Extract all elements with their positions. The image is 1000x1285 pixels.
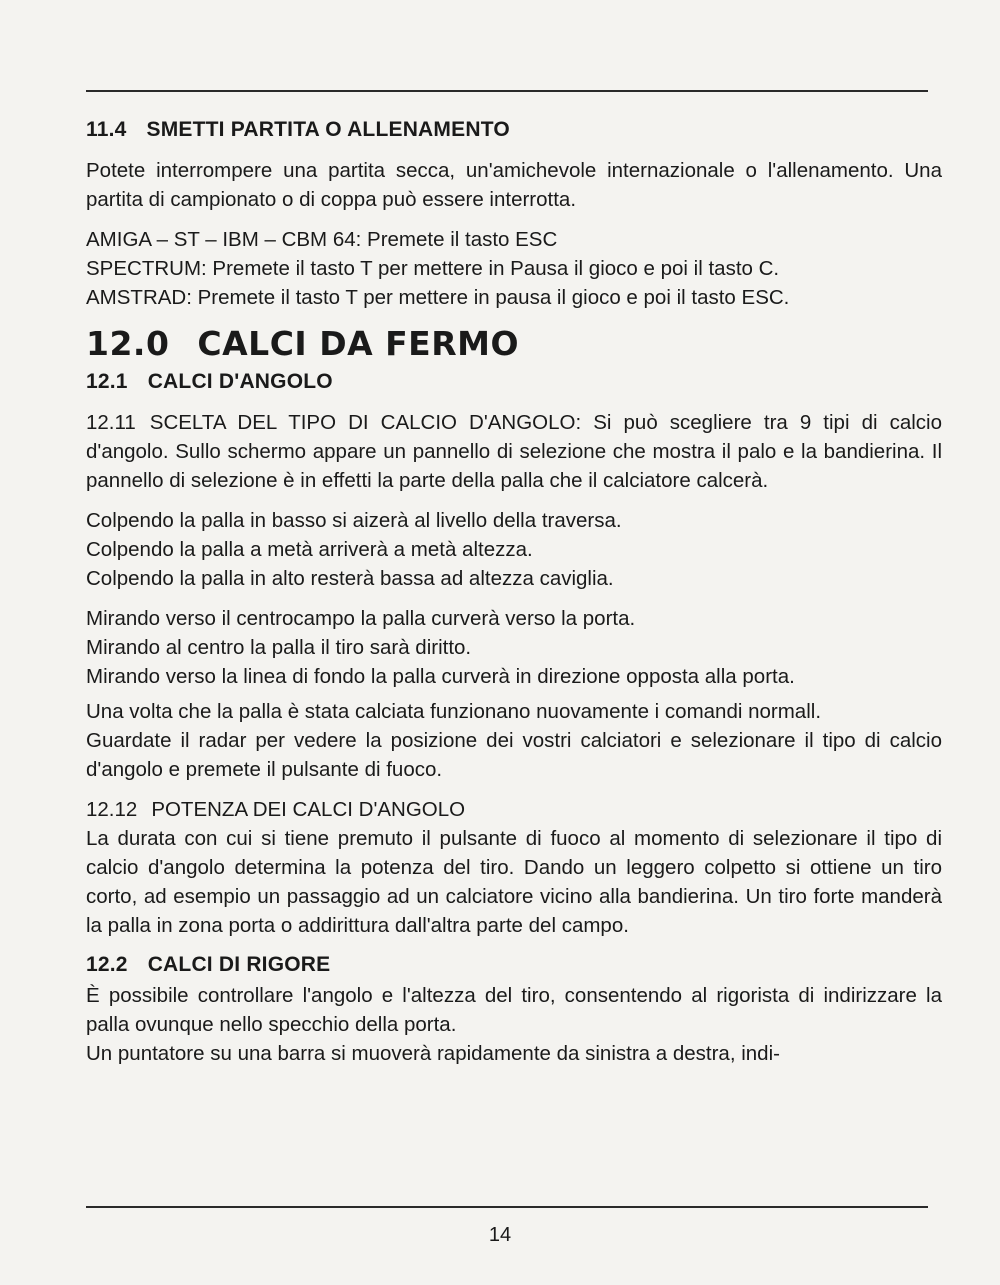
section-12-2-heading <box>86 951 942 979</box>
section-11-4-paragraph: Potete interrompere una partita secca, un'amichevole internazionale o l'allenamento. Una partita di campionato o di coppa può essere interrotta. <box>86 159 942 211</box>
chapter-12-0-heading <box>86 322 942 366</box>
chapter-title: CALCI DA FERMO <box>197 324 520 363</box>
corner-power-heading <box>86 795 942 824</box>
bottom-rule <box>86 1206 928 1208</box>
height-line-1: Colpendo la palla in basso si aizerà al livello della traversa. <box>86 509 622 532</box>
section-number: 11.4 <box>86 118 127 141</box>
subsection-number: 12.11 <box>86 411 136 434</box>
page-number: 14 <box>488 1224 512 1246</box>
section-12-1-heading <box>86 368 942 396</box>
curve-line-3: Mirando verso la linea di fondo la palla curverà in direzione opposta alla porta. <box>86 665 795 688</box>
curve-line-2: Mirando al centro la palla il tiro sarà diritto. <box>86 636 472 659</box>
section-number: 12.1 <box>86 370 128 393</box>
radar-paragraph: Guardate il radar per vedere la posizione dei vostri calciatori e selezionare il tipo di calcio d'angolo e premete il pulsante di fuoco. <box>86 729 942 781</box>
page-content <box>86 116 942 1068</box>
curve-line-1: Mirando verso il centrocampo la palla curverà verso la porta. <box>86 607 636 630</box>
spectrum-instruction: SPECTRUM: Premete il tasto T per mettere in Pausa il gioco e poi il tasto C. <box>86 257 780 280</box>
section-number: 12.2 <box>86 953 128 976</box>
section-title: CALCI DI RIGORE <box>147 953 331 976</box>
penalty-paragraph-2: Un puntatore su una barra si muoverà rapidamente da sinistra a destra, indi- <box>86 1042 780 1065</box>
section-11-4-heading <box>86 116 942 144</box>
height-line-3: Colpendo la palla in alto resterà bassa ad altezza caviglia. <box>86 567 614 590</box>
subsection-title: POTENZA DEI CALCI D'ANGOLO <box>151 798 466 821</box>
subsection-number: 12.12 <box>86 798 138 821</box>
chapter-number: 12.0 <box>86 324 170 363</box>
section-title: SMETTI PARTITA O ALLENAMENTO <box>146 118 510 141</box>
controls-line: Una volta che la palla è stata calciata funzionano nuovamente i comandi normall. <box>86 700 822 723</box>
corner-type-paragraph <box>86 408 942 495</box>
penalty-paragraph-1: È possibile controllare l'angolo e l'altezza del tiro, consentendo al rigorista di indirizzare la palla ovunque nello specchio della porta. <box>86 984 942 1036</box>
section-title: CALCI D'ANGOLO <box>147 370 333 393</box>
amiga-instruction: AMIGA – ST – IBM – CBM 64: Premete il tasto ESC <box>86 228 558 251</box>
top-rule <box>86 90 928 92</box>
corner-power-paragraph: La durata con cui si tiene premuto il pulsante di fuoco al momento di selezionare il tipo di calcio d'angolo determina la potenza del tiro. Dando un leggero colpetto si ottiene un tiro corto, ad esempio un passaggio ad un calciatore vicino alla bandierina. Un tiro forte manderà la palla in zona porta o addirittura dall'altra parte del campo. <box>86 827 942 937</box>
corner-type-text: SCELTA DEL TIPO DI CALCIO D'ANGOLO: Si può scegliere tra 9 tipi di calcio d'angolo. Sullo schermo appare un pannello di selezione che mostra il palo e la bandierina. Il pannello di selezione è in effetti la parte della palla che il calciatore calcerà. <box>86 411 942 492</box>
amstrad-instruction: AMSTRAD: Premete il tasto T per mettere in pausa il gioco e poi il tasto ESC. <box>86 286 790 309</box>
height-line-2: Colpendo la palla a metà arriverà a metà altezza. <box>86 538 533 561</box>
